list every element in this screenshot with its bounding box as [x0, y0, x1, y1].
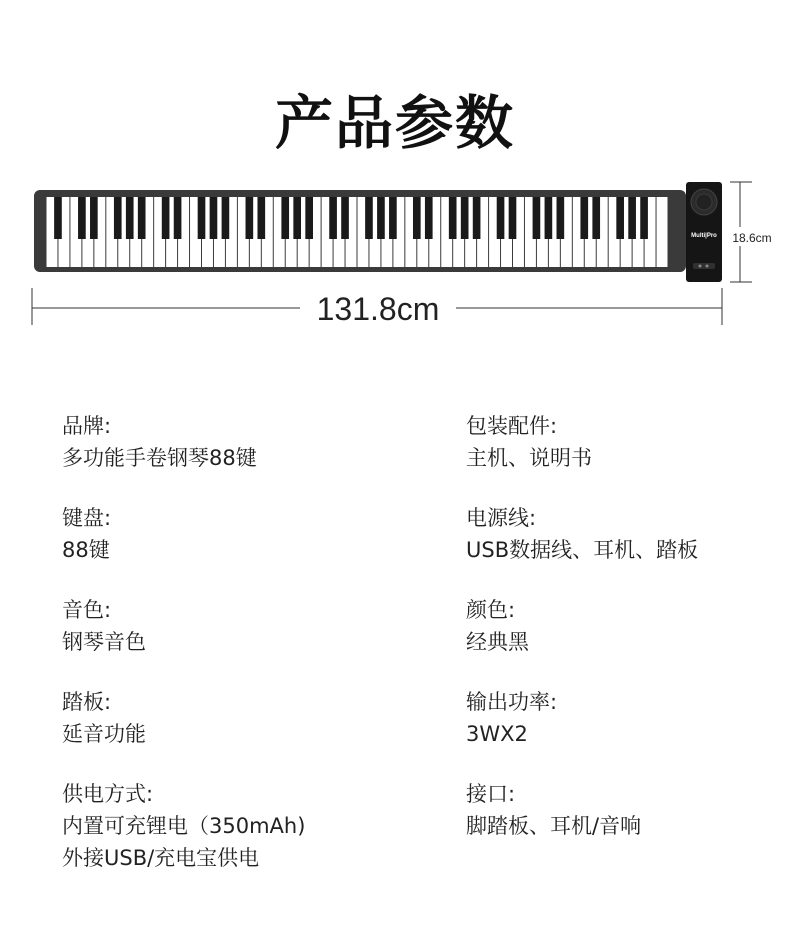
page-title: 产品参数 — [274, 89, 515, 157]
black-key — [246, 197, 254, 239]
spec-value: 多功能手卷钢琴88键 — [62, 446, 257, 470]
spec-item — [62, 502, 392, 566]
black-key — [377, 197, 385, 239]
black-key — [449, 197, 457, 239]
spec-item — [62, 778, 392, 874]
black-key — [425, 197, 433, 239]
spec-label: 键盘: — [62, 506, 112, 530]
black-key — [174, 197, 182, 239]
spec-label: 接口: — [466, 782, 516, 806]
spec-value: 88键 — [62, 538, 110, 562]
black-key — [580, 197, 588, 239]
height-label: 18.6cm — [732, 231, 772, 245]
black-key — [545, 197, 553, 239]
width-dimension — [32, 288, 722, 327]
black-key — [114, 197, 122, 239]
spec-label: 品牌: — [62, 414, 112, 438]
black-key — [509, 197, 517, 239]
white-key — [657, 197, 668, 267]
black-key — [198, 197, 206, 239]
black-key — [162, 197, 170, 239]
black-key — [281, 197, 289, 239]
black-key — [90, 197, 98, 239]
black-key — [305, 197, 313, 239]
black-key — [592, 197, 600, 239]
spec-value: 延音功能 — [62, 722, 146, 746]
black-key — [210, 197, 218, 239]
spec-item — [466, 594, 790, 658]
spec-item — [466, 502, 790, 566]
spec-value: 3WX2 — [466, 722, 528, 746]
specs-left-column — [62, 410, 392, 902]
spec-value: 内置可充锂电（350mAh) — [62, 814, 306, 838]
spec-item — [466, 686, 790, 750]
black-key — [329, 197, 337, 239]
specs-right-column — [466, 410, 790, 870]
spec-value: 外接USB/充电宝供电 — [62, 846, 260, 870]
black-key — [341, 197, 349, 239]
spec-value: 主机、说明书 — [466, 446, 592, 470]
spec-value: 钢琴音色 — [62, 630, 146, 654]
black-key — [473, 197, 481, 239]
black-key — [413, 197, 421, 239]
spec-value: 经典黑 — [466, 630, 529, 654]
black-key — [138, 197, 146, 239]
black-key — [78, 197, 86, 239]
width-label: 131.8cm — [316, 291, 440, 327]
spec-item — [62, 594, 392, 658]
spec-item — [62, 410, 392, 474]
spec-label: 踏板: — [62, 690, 112, 714]
black-key — [461, 197, 469, 239]
black-key — [533, 197, 541, 239]
spec-item — [62, 686, 392, 750]
height-dimension — [730, 182, 772, 282]
spec-label: 电源线: — [466, 506, 537, 530]
spec-label: 输出功率: — [466, 690, 558, 714]
spec-value: USB数据线、耳机、踏板 — [466, 538, 699, 562]
spec-item — [466, 410, 790, 474]
roll-up-piano-illustration — [0, 170, 790, 330]
black-key — [497, 197, 505, 239]
spec-label: 颜色: — [466, 598, 516, 622]
spec-label: 包装配件: — [466, 414, 558, 438]
spec-label: 音色: — [62, 598, 112, 622]
spec-label: 供电方式: — [62, 782, 154, 806]
brand-mark: Multi|Pro — [691, 233, 717, 239]
black-key — [616, 197, 624, 239]
black-key — [257, 197, 265, 239]
black-key — [640, 197, 648, 239]
black-key — [54, 197, 62, 239]
black-key — [557, 197, 565, 239]
black-key — [389, 197, 397, 239]
spec-item — [466, 778, 790, 842]
black-key — [293, 197, 301, 239]
spec-value: 脚踏板、耳机/音响 — [466, 814, 642, 838]
black-key — [365, 197, 373, 239]
black-key — [126, 197, 134, 239]
black-key — [628, 197, 636, 239]
black-key — [222, 197, 230, 239]
